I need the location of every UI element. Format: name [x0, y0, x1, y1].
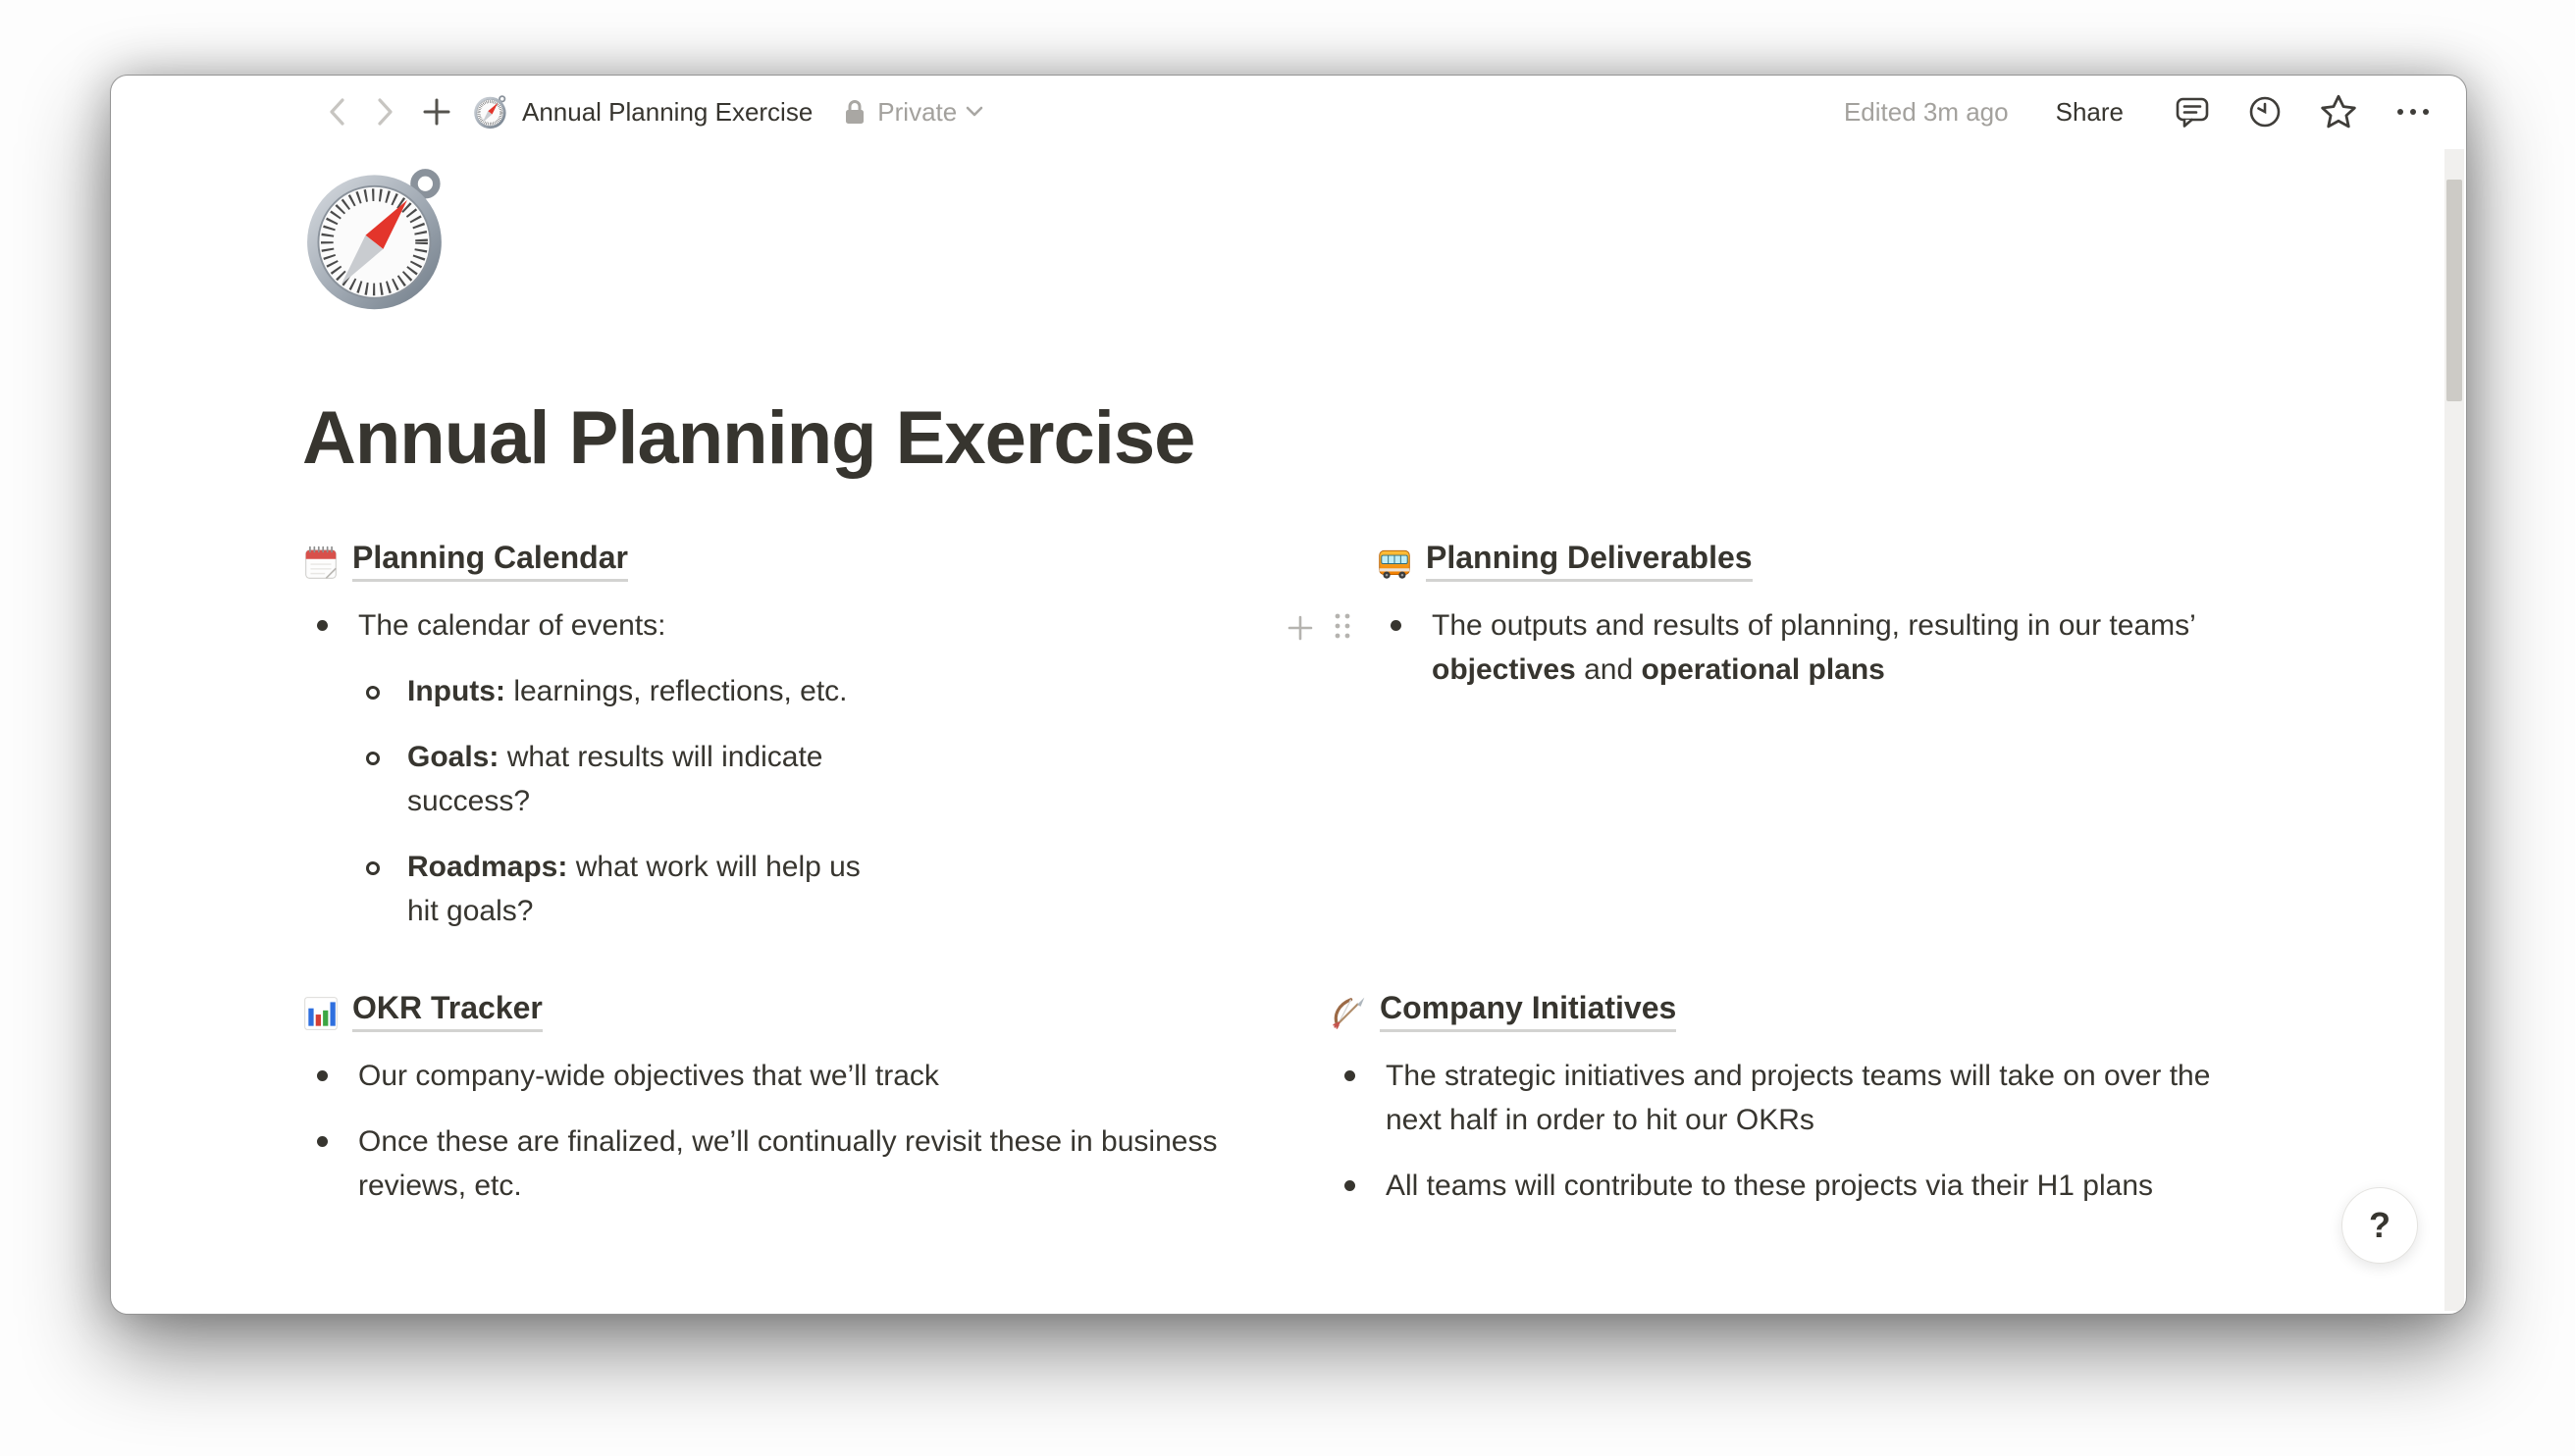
- forward-icon[interactable]: [373, 94, 398, 130]
- sidebar-menu-icon[interactable]: [263, 105, 292, 120]
- list-item[interactable]: The outputs and results of planning, resulting in our teams’ objectives and operational plans: [1376, 603, 2270, 692]
- privacy-label: Private: [877, 96, 958, 127]
- column-company-initiatives: [1330, 990, 2270, 1208]
- favorite-star-icon[interactable]: [2318, 91, 2359, 132]
- planning-deliverables-link[interactable]: Planning Deliverables: [1426, 540, 1753, 582]
- more-ellipsis-icon[interactable]: [2392, 92, 2434, 131]
- edited-timestamp: Edited 3m ago: [1843, 96, 2009, 127]
- list-item[interactable]: The calendar of events:: [302, 603, 1376, 648]
- lock-icon: [842, 97, 867, 127]
- add-block-icon[interactable]: [1286, 611, 1315, 641]
- list-item[interactable]: Inputs: learnings, reflections, etc.: [351, 669, 1376, 713]
- company-initiatives-link[interactable]: Company Initiatives: [1380, 990, 1676, 1032]
- scrollbar-track[interactable]: [2444, 149, 2464, 1311]
- list-item[interactable]: The strategic initiatives and projects teams will take on over the next half in order to hit our OKRs: [1330, 1054, 2270, 1142]
- privacy-selector[interactable]: [842, 97, 984, 128]
- column-planning-deliverables: [1376, 540, 2270, 933]
- page-title[interactable]: Annual Planning Exercise: [302, 396, 1195, 480]
- chevron-down-icon: [965, 105, 984, 119]
- breadcrumb-page-title[interactable]: Annual Planning Exercise: [522, 96, 814, 127]
- page-icon-compass-emoji[interactable]: [302, 164, 451, 313]
- comments-icon[interactable]: [2173, 92, 2212, 131]
- drag-handle-icon[interactable]: [1330, 609, 1355, 643]
- new-page-icon[interactable]: [422, 97, 451, 127]
- spiral-calendar-emoji-icon: [302, 545, 340, 582]
- list-item[interactable]: Our company-wide objectives that we’ll track: [302, 1054, 1330, 1098]
- share-button[interactable]: Share: [2055, 96, 2124, 127]
- back-icon[interactable]: [324, 94, 349, 130]
- notion-window: [110, 75, 2467, 1315]
- list-item[interactable]: Roadmaps: what work will help us hit goals?: [351, 845, 1376, 933]
- page-content: [111, 148, 2466, 1208]
- okr-tracker-link[interactable]: OKR Tracker: [352, 990, 543, 1032]
- column-planning-calendar: [302, 540, 1376, 933]
- bar-chart-emoji-icon: [302, 995, 340, 1032]
- topbar: [111, 76, 2466, 148]
- school-bus-emoji-icon: [1376, 545, 1413, 582]
- list-item[interactable]: Goals: what results will indicate success?: [351, 735, 1376, 823]
- column-okr-tracker: [302, 990, 1330, 1208]
- block-hover-controls: [1286, 609, 1355, 643]
- updates-clock-icon[interactable]: [2245, 92, 2285, 131]
- planning-calendar-link[interactable]: Planning Calendar: [352, 540, 628, 582]
- help-button[interactable]: ?: [2341, 1187, 2418, 1264]
- scrollbar-thumb[interactable]: [2446, 180, 2462, 401]
- bow-and-arrow-emoji-icon: [1330, 995, 1367, 1032]
- list-item[interactable]: All teams will contribute to these projects via their H1 plans: [1330, 1164, 2270, 1208]
- page-compass-icon: [473, 94, 508, 130]
- list-item[interactable]: Once these are finalized, we’ll continually revisit these in business reviews, etc.: [302, 1119, 1330, 1208]
